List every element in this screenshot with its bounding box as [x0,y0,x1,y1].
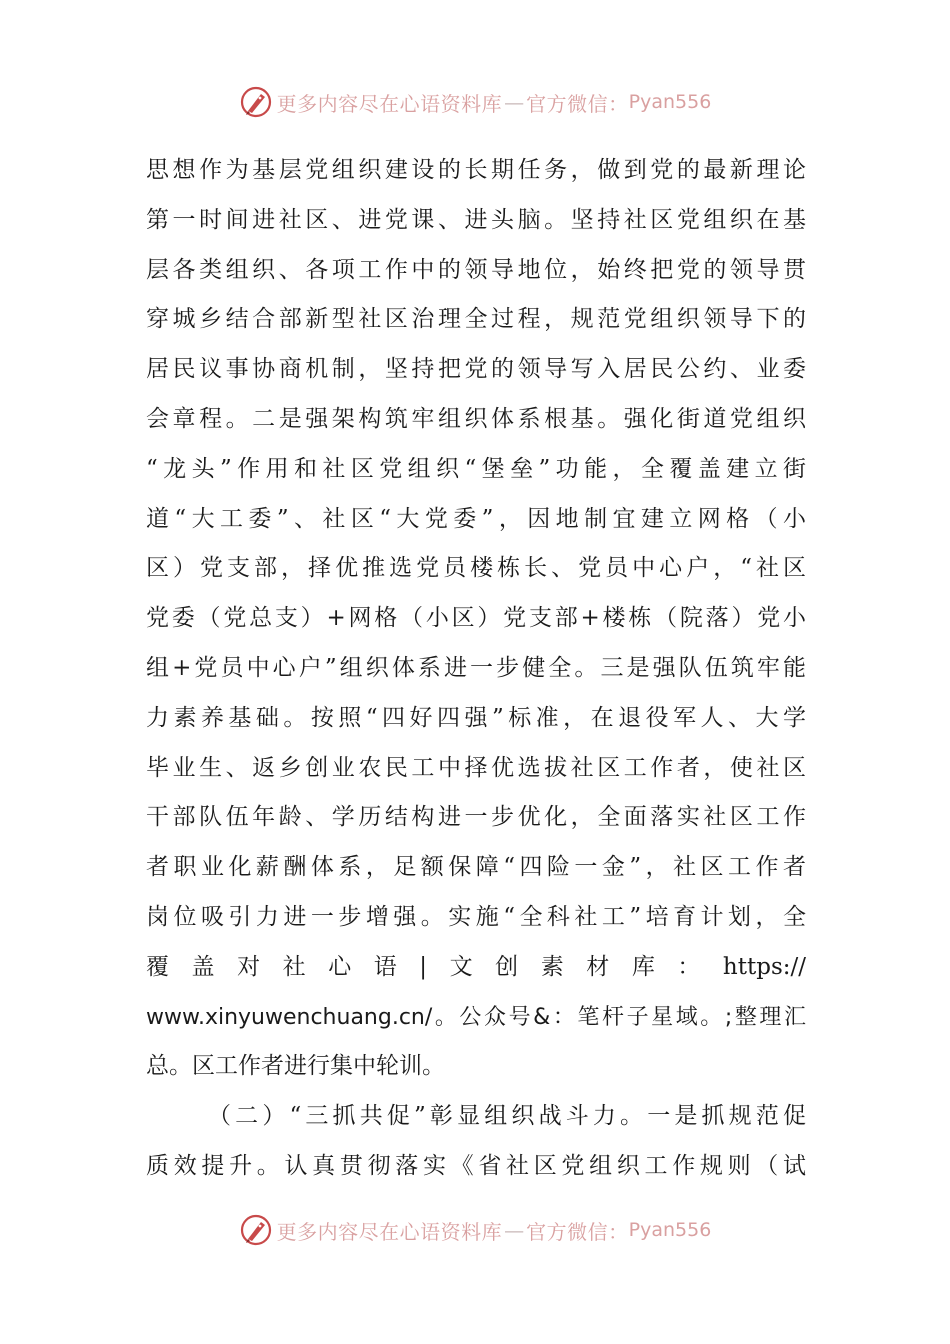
body-line: 层各类组织、各项工作中的领导地位，始终把党的领导贯 [146,256,806,283]
header-wechat-label: 官方微信： [526,91,629,116]
body-line: 组+党员中心户”组织体系进一步健全。三是强队伍筑牢能 [146,654,806,681]
body-line-with-url: 覆盖对社心语|文创素材库：https:// [146,953,806,980]
body-line-url: www.xinyuwenchuang.cn/。公众号&：笔杆子星域。;整理汇 [146,1004,806,1030]
body-line: 党委（党总支）+网格（小区）党支部+楼栋（院落）党小 [146,605,806,632]
footer-wechat-label: 官方微信： [526,1219,629,1244]
body-line: 道“大工委”、社区“大党委”，因地制宜建立网格（小 [146,505,806,532]
body-line: 区）党支部，择优推选党员楼栋长、党员中心户，“社区 [146,555,806,582]
document-body [146,146,806,1192]
body-line: 者职业化薪酬体系，足额保障“四险一金”，社区工作者 [146,854,806,881]
header-separator: — [504,90,525,114]
footer-site-text: 更多内容尽在心语资料库 [276,1219,503,1244]
footer-separator: — [504,1218,525,1242]
pen-nib-logo-icon [239,85,273,119]
body-line: 穿城乡结合部新型社区治理全过程，规范党组织领导下的 [146,306,806,333]
header-wechat-id: Pyan556 [628,91,712,113]
body-line: 毕业生、返乡创业农民工中择优选拔社区工作者，使社区 [146,754,806,781]
header-site-text: 更多内容尽在心语资料库 [276,91,503,116]
body-line: 第一时间进社区、进党课、进头脑。坚持社区党组织在基 [146,206,806,233]
body-line-section-heading: （二）“三抓共促”彰显组织战斗力。一是抓规范促 [208,1103,806,1130]
body-line: 居民议事协商机制，坚持把党的领导写入居民公约、业委 [146,356,806,383]
body-line: 岗位吸引力进一步增强。实施“全科社工”培育计划，全 [146,903,806,930]
body-line: 会章程。二是强架构筑牢组织体系根基。强化街道党组织 [146,405,806,432]
pen-nib-logo-icon [239,1213,273,1247]
body-line: 干部队伍年龄、学历结构进一步优化，全面落实社区工作 [146,804,806,831]
body-line-paragraph-end: 总。区工作者进行集中轮训。 [146,1053,445,1080]
body-line: 质效提升。认真贯彻落实《省社区党组织工作规则（试 [146,1152,806,1179]
body-line: “龙头”作用和社区党组织“堡垒”功能，全覆盖建立街 [146,455,806,482]
footer-watermark-banner [0,1210,950,1250]
header-watermark-banner [0,82,950,122]
footer-wechat-id: Pyan556 [628,1219,712,1241]
body-line: 思想作为基层党组织建设的长期任务，做到党的最新理论 [146,157,806,183]
body-line: 力素养基础。按照“四好四强”标准，在退役军人、大学 [146,704,806,731]
